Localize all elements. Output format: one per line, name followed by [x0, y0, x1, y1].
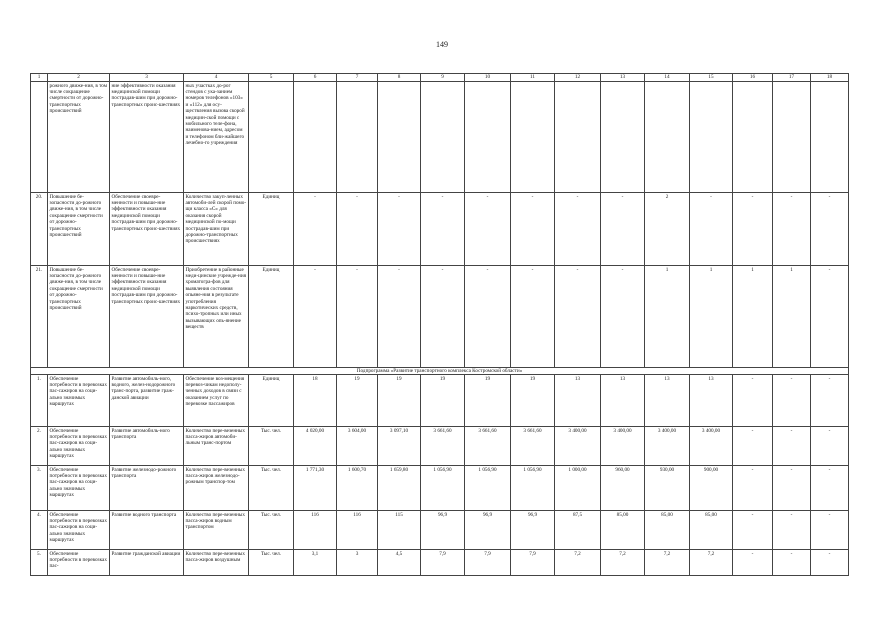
value-cell: 7,9 [511, 550, 555, 576]
value-cell: 115 [378, 511, 421, 550]
unit-cell: Тыс. чел. [249, 427, 294, 466]
value-cell: 13 [645, 375, 690, 427]
value-cell: 1 600,70 [337, 466, 378, 511]
value-cell: 13 [601, 375, 645, 427]
value-cell: - [337, 193, 378, 266]
value-cell: - [555, 266, 601, 368]
goal-cell: Обеспечение потребности в перевозках пас- [48, 550, 110, 576]
task-cell: Развитие автомобиль-ного транспорта [110, 427, 184, 466]
value-cell: - [511, 266, 555, 368]
value-cell: - [811, 266, 849, 368]
value-cell: - [773, 427, 811, 466]
value-cell: 1 [733, 266, 773, 368]
value-cell: - [511, 193, 555, 266]
row-number: 1. [31, 375, 48, 427]
value-cell: 87,5 [555, 511, 601, 550]
value-cell: - [337, 266, 378, 368]
header-cell: 10 [465, 74, 511, 82]
task-cell: Развитие водного транспорта [110, 511, 184, 550]
value-cell: 7,9 [421, 550, 465, 576]
header-cell: 7 [337, 74, 378, 82]
task-cell: ние эффективности оказания медицинской помощи пострадав-шим при дорожно-транспортных проис-шествиях [110, 82, 184, 193]
unit-cell: Единиц [249, 266, 294, 368]
value-cell [555, 82, 601, 193]
header-cell: 13 [601, 74, 645, 82]
value-cell: - [294, 193, 337, 266]
value-cell: 3 661,60 [511, 427, 555, 466]
value-cell: 3 [337, 550, 378, 576]
value-cell: 85,00 [601, 511, 645, 550]
header-cell: 3 [110, 74, 184, 82]
value-cell: - [733, 427, 773, 466]
row-number [31, 82, 48, 193]
value-cell: - [601, 266, 645, 368]
indicator-cell: Обеспечение воз-мещения перевоз-чикам недополу-ченных доходов в связи с оказанием услуг по перевозке пассажиров [184, 375, 249, 427]
value-cell: 116 [294, 511, 337, 550]
header-cell: 8 [378, 74, 421, 82]
table-row [31, 466, 849, 511]
table-row [31, 511, 849, 550]
indicator-cell: Приобретение в районные меди-цинские учрежде-ния хроматогра-фов для выявления состояния опьяне-ния в результате употребления наркотических средств, психо-тропных или иных вызывающих опь-янение веществ [184, 266, 249, 368]
value-cell: - [811, 511, 849, 550]
value-cell: - [811, 550, 849, 576]
header-cell: 4 [184, 74, 249, 82]
value-cell: 19 [465, 375, 511, 427]
header-cell: 5 [249, 74, 294, 82]
value-cell: 3 661,60 [421, 427, 465, 466]
subprogram-title: Подпрограмма «Развитие транспортного комплекса Костромской области» [31, 368, 849, 375]
unit-cell: Единиц [249, 193, 294, 266]
value-cell [337, 82, 378, 193]
value-cell: - [811, 466, 849, 511]
task-cell: Развитие гражданской авиации [110, 550, 184, 576]
unit-cell: Тыс. чел. [249, 550, 294, 576]
value-cell: 3 400,00 [690, 427, 733, 466]
row-number: 4. [31, 511, 48, 550]
goal-cell: Повышение бе-зопасности до-рожного движе-ния, в том числе сокращение смертности от дорожно-транспортных происшествий [48, 266, 110, 368]
value-cell: - [811, 193, 849, 266]
header-cell: 1 [31, 74, 48, 82]
value-cell: - [555, 193, 601, 266]
value-cell: 18 [294, 375, 337, 427]
header-cell: 12 [555, 74, 601, 82]
row-number: 3. [31, 466, 48, 511]
value-cell: - [733, 375, 773, 427]
value-cell: 1 [773, 266, 811, 368]
indicator-cell: Количество закуп-ленных автомоби-лей скорой помо-щи класса «С» для оказания скорой медицинской по-мощи пострадав-шим при дорожно-транспортных происшествиях [184, 193, 249, 266]
value-cell: 13 [555, 375, 601, 427]
value-cell: 960,00 [601, 466, 645, 511]
indicator-cell: Количество пере-везенных пасса-жиров воздушным [184, 550, 249, 576]
row-number: 21. [31, 266, 48, 368]
value-cell: 4 020,00 [294, 427, 337, 466]
value-cell: 85,00 [690, 511, 733, 550]
value-cell: 19 [378, 375, 421, 427]
value-cell: - [601, 193, 645, 266]
value-cell: - [773, 550, 811, 576]
value-cell: 3 661,60 [465, 427, 511, 466]
header-cell: 18 [811, 74, 849, 82]
value-cell [378, 82, 421, 193]
task-cell: Развитие автомобиль-ного, водного, желез-нодорожного транс-порта, развитие граж-данской авиации [110, 375, 184, 427]
value-cell: 7,2 [601, 550, 645, 576]
value-cell: - [811, 375, 849, 427]
goal-cell: Обеспечение потребности в перевозках пас-сажиров на соци-ально значимых маршрутах [48, 466, 110, 511]
value-cell [601, 82, 645, 193]
unit-cell [249, 82, 294, 193]
value-cell: - [811, 427, 849, 466]
header-cell: 2 [48, 74, 110, 82]
goal-cell: Обеспечение потребности в перевозках пас-сажиров на соци-ально значимых маршрутах [48, 511, 110, 550]
value-cell: - [465, 193, 511, 266]
value-cell: 19 [511, 375, 555, 427]
value-cell: 96,9 [511, 511, 555, 550]
value-cell: - [294, 266, 337, 368]
indicator-cell: Количество пере-везенных пасса-жиров водным транспортом [184, 511, 249, 550]
value-cell [690, 82, 733, 193]
header-cell: 15 [690, 74, 733, 82]
value-cell: 1 [690, 266, 733, 368]
table-row [31, 82, 849, 193]
value-cell: - [378, 266, 421, 368]
task-cell: Обеспечение своевре-менности и повыше-ние эффективности оказания медицинской помощи пострадав-шим при дорожно-транспортных проис-шествиях [110, 193, 184, 266]
value-cell [294, 82, 337, 193]
value-cell: 3 400,00 [555, 427, 601, 466]
indicator-cell: Количество пере-везенных пасса-жиров автомоби-льным транс-портом [184, 427, 249, 466]
value-cell: 96,9 [421, 511, 465, 550]
value-cell: - [733, 550, 773, 576]
value-cell [733, 82, 773, 193]
value-cell: 3 400,00 [645, 427, 690, 466]
header-cell: 16 [733, 74, 773, 82]
value-cell: 85,00 [645, 511, 690, 550]
value-cell: 19 [421, 375, 465, 427]
header-cell: 9 [421, 74, 465, 82]
unit-cell: Тыс. чел. [249, 466, 294, 511]
value-cell: - [733, 466, 773, 511]
header-cell: 6 [294, 74, 337, 82]
value-cell: - [773, 466, 811, 511]
value-cell: - [690, 193, 733, 266]
indicator-cell: Количество пере-везенных пасса-жиров железнодо-рожным транспор-том [184, 466, 249, 511]
header-cell: 17 [773, 74, 811, 82]
value-cell [465, 82, 511, 193]
value-cell: 116 [337, 511, 378, 550]
header-cell: 14 [645, 74, 690, 82]
value-cell: 3 400,00 [601, 427, 645, 466]
row-number: 20. [31, 193, 48, 266]
table-row [31, 193, 849, 266]
value-cell: 1 056,90 [511, 466, 555, 511]
value-cell: 7,2 [645, 550, 690, 576]
page-number: 149 [436, 40, 448, 49]
value-cell: 900,00 [690, 466, 733, 511]
value-cell: - [733, 193, 773, 266]
value-cell: - [773, 375, 811, 427]
value-cell: 1 000,00 [555, 466, 601, 511]
goal-cell: Обеспечение потребности в перевозках пас-сажиров на соци-ально значимых маршрутах [48, 427, 110, 466]
unit-cell: Единиц [249, 375, 294, 427]
unit-cell: Тыс. чел. [249, 511, 294, 550]
value-cell: 1 771,30 [294, 466, 337, 511]
header-cell: 11 [511, 74, 555, 82]
value-cell: 7,2 [690, 550, 733, 576]
value-cell: 1 [645, 266, 690, 368]
value-cell: - [773, 193, 811, 266]
value-cell: - [421, 266, 465, 368]
value-cell: 4,5 [378, 550, 421, 576]
value-cell: 1 659,80 [378, 466, 421, 511]
subprogram-row [31, 368, 849, 375]
value-cell: 13 [690, 375, 733, 427]
indicators-table [30, 73, 849, 576]
value-cell: 2 [645, 193, 690, 266]
value-cell: - [421, 193, 465, 266]
value-cell: 96,9 [465, 511, 511, 550]
goal-cell: Повышение бе-зопасности до-рожного движе-ния, в том числе сокращение смертности от дорожно-транспортных происшествий [48, 193, 110, 266]
value-cell: - [378, 193, 421, 266]
row-number: 5. [31, 550, 48, 576]
table-row [31, 427, 849, 466]
value-cell: 1 056,90 [465, 466, 511, 511]
value-cell: 1 056,90 [421, 466, 465, 511]
value-cell: - [465, 266, 511, 368]
value-cell: 3 097,10 [378, 427, 421, 466]
header-row [31, 74, 849, 82]
indicator-cell: ных участках до-рог стендов с ука-занием номеров телефонов «103» и «112» для осу-ществления вызова скорой медицин-ской помощи с мобильного теле-фона, наименова-нием, адресом и телефоном бли-жайшего лечебно-го учреждения [184, 82, 249, 193]
value-cell [773, 82, 811, 193]
value-cell [421, 82, 465, 193]
table-row [31, 375, 849, 427]
value-cell: - [733, 511, 773, 550]
value-cell [811, 82, 849, 193]
goal-cell: рожного движе-ния, в том числе сокращение смертности от дорожно-транспортных происшествий [48, 82, 110, 193]
value-cell [645, 82, 690, 193]
table-row [31, 550, 849, 576]
value-cell: 7,9 [465, 550, 511, 576]
goal-cell: Обеспечение потребности в перевозках пас-сажиров на соци-ально значимых маршрутах [48, 375, 110, 427]
task-cell: Развитие железнодо-рожного транспорта [110, 466, 184, 511]
value-cell: 3,1 [294, 550, 337, 576]
row-number: 2. [31, 427, 48, 466]
value-cell: - [773, 511, 811, 550]
value-cell [511, 82, 555, 193]
value-cell: 3 604,00 [337, 427, 378, 466]
task-cell: Обеспечение своевре-менности и повыше-ние эффективности оказания медицинской помощи пострадав-шим при дорожно-транспортных проис-шествиях [110, 266, 184, 368]
value-cell: 930,00 [645, 466, 690, 511]
table-row [31, 266, 849, 368]
value-cell: 7,2 [555, 550, 601, 576]
value-cell: 19 [337, 375, 378, 427]
